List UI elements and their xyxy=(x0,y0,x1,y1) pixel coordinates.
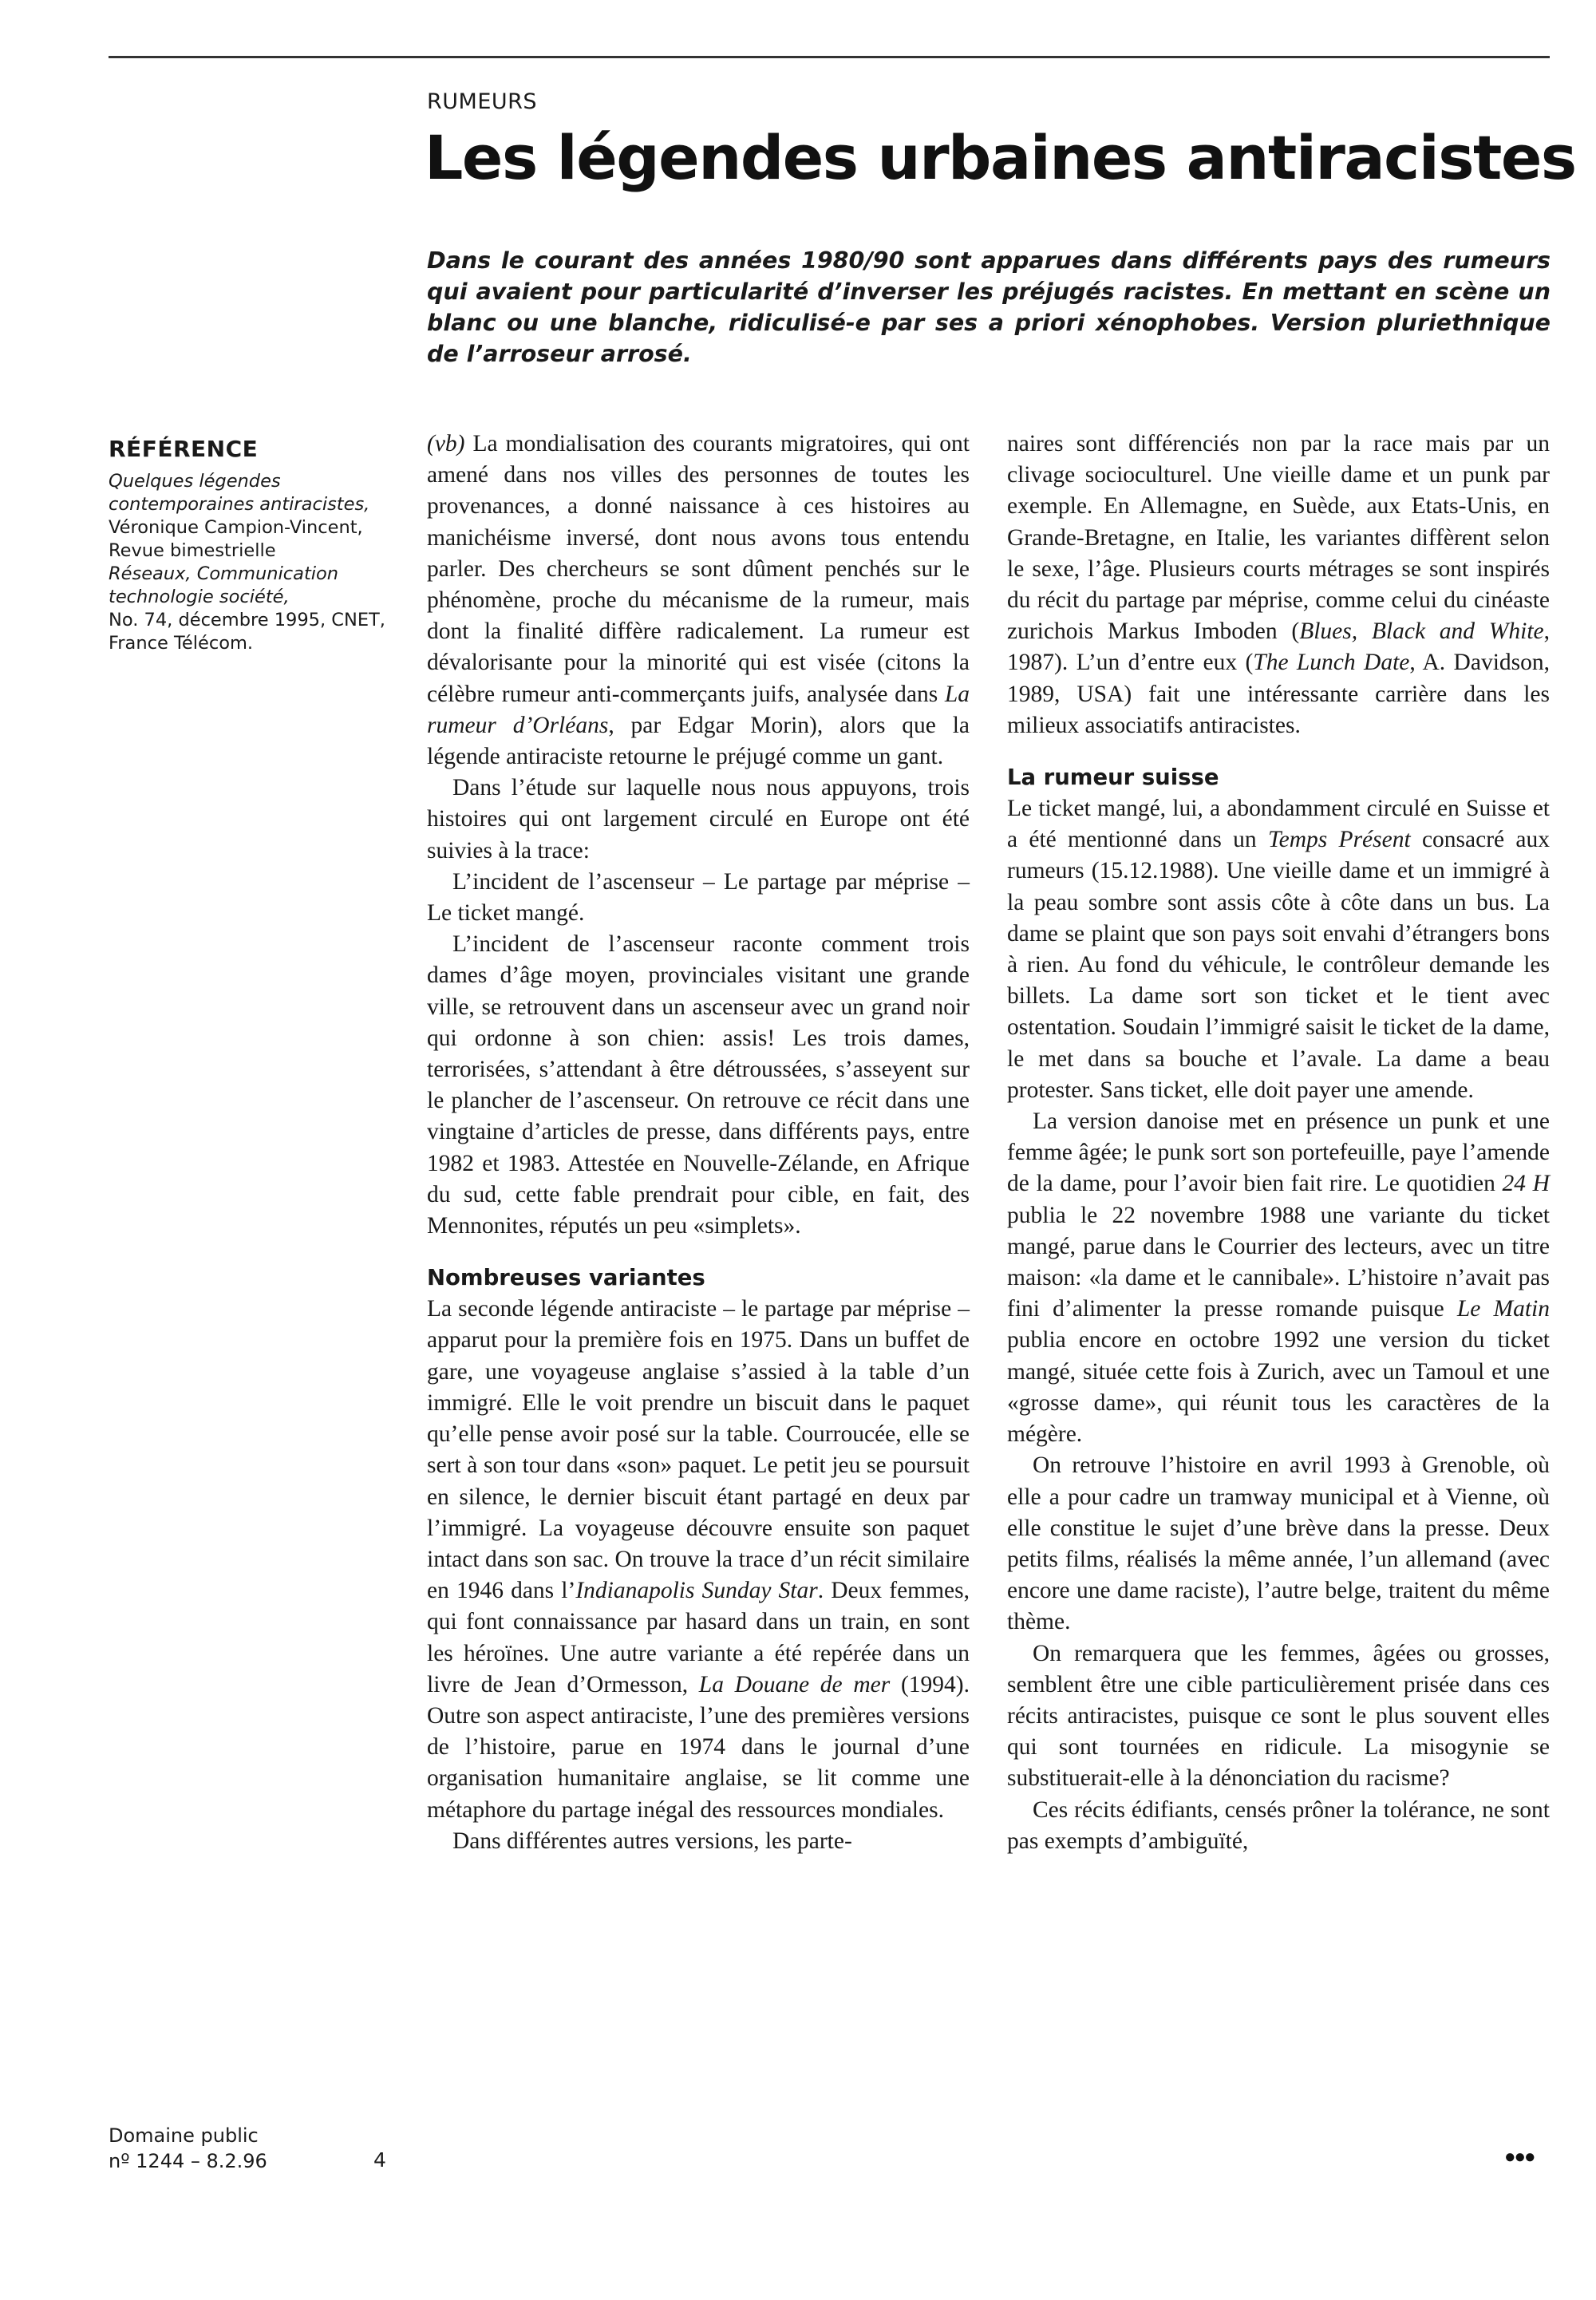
paragraph-text: naires sont différenciés non par la race mais par un clivage socioculturel. Une vieille dame et un punk par exemple. En Allemagne, en Suède, aux Etats-Unis, en Grande-Bretagne, en Italie, les variantes diffèrent selon le sexe, l’âge. Plusieurs courts métrages se sont inspirés du récit du partage par méprise, comme celui du cinéaste zurichois Markus Imboden ( xyxy=(1007,431,1550,645)
tv-show-title: Temps Présent xyxy=(1267,827,1411,853)
reference-author: Véronique Campion-Vincent, Revue bimestrielle xyxy=(109,517,363,561)
article-column-2 xyxy=(1007,429,1550,1857)
reference-details: No. 74, décembre 1995, CNET, France Télécom. xyxy=(109,610,385,654)
book-title: La rumeur d’Orléans xyxy=(427,681,970,738)
newspaper-title: Indianapolis Sunday Star xyxy=(575,1578,818,1604)
paragraph: La version danoise met en présence un punk et une femme âgée; le punk sort son portefeuille, paye l’amende de la dame, pour l’avoir bien fait rire. Le quotidien 24 H publia le 22 novembre 1988 une variante du ticket mangé, parue dans le Courrier des lecteurs, avec un titre maison: «la dame et le cannibale». L’histoire n’avait pas fini d’alimenter la presse romande puisque Le Matin publia encore en octobre 1992 une version du ticket mangé, située cette fois à Zurich, avec un Tamoul et une «grosse dame», qui réunit tous les caractères de la mégère. xyxy=(1007,1109,1550,1448)
paragraph-text: , A. Davidson, 1989, USA) fait une intéressante carrière dans les milieux associatifs antiracistes. xyxy=(1007,650,1550,738)
subheading: La rumeur suisse xyxy=(1007,765,1219,791)
paragraph: Ces récits édifiants, censés prôner la tolérance, ne sont pas exempts d’ambiguïté, xyxy=(1007,1796,1550,1854)
subheading: Nombreuses variantes xyxy=(427,1265,705,1291)
continued-marker: ●●● xyxy=(1504,2147,1535,2168)
paragraph: Dans différentes autres versions, les parte- xyxy=(452,1828,852,1854)
paragraph: On retrouve l’histoire en avril 1993 à Grenoble, où elle a pour cadre un tramway municipal et à Vienne, où elle constitue le sujet d’une brève dans la presse. Deux petits films, réalisés la même année, l’un allemand (avec encore une dame raciste), l’autre belge, traitent du même thème. xyxy=(1007,1452,1550,1635)
publication-name: Domaine public xyxy=(109,2124,259,2147)
paragraph: Dans l’étude sur laquelle nous nous appuyons, trois histoires qui ont largement circulé en Europe ont été suivies à la trace: xyxy=(427,775,970,863)
paragraph: L’incident de l’ascenseur – Le partage par méprise – Le ticket mangé. xyxy=(427,868,970,927)
reference-heading: RÉFÉRENCE xyxy=(109,436,259,462)
newspaper-title: Le Matin xyxy=(1456,1296,1550,1322)
paragraph: Le ticket mangé, lui, a abondamment circulé en Suisse et a été mentionné dans un Temps Présent consacré aux rumeurs (15.12.1988). Une vieille dame et un immigré à la peau sombre sont assis côte à côte dans un bus. La dame se plaint que son pays soit envahi d’étrangers bons à rien. Au fond du véhicule, le contrôleur demande les billets. La dame sort son ticket et le tient avec ostentation. Soudain l’immigré saisit le ticket de la dame, le met dans sa bouche et l’avale. La dame a beau protester. Sans ticket, elle doit payer une amende. xyxy=(1007,796,1550,1103)
paragraph: L’incident de l’ascenseur raconte comment trois dames d’âge moyen, provinciales visitant une grande ville, se retrouvent dans un ascenseur avec un grand noir qui ordonne à son chien: assis! Les trois dames, terrorisées, s’attendant à être détroussées, s’asseyent sur le plancher de l’ascenseur. On retrouve ce récit dans une vingtaine d’articles de presse, dans différents pays, entre 1982 et 1983. Attestée en Nouvelle-Zélande, en Afrique du sud, cette fable prendrait pour cible, en fait, des Mennonites, réputés un peu «simplets». xyxy=(427,931,970,1239)
newspaper-title: 24 H xyxy=(1502,1171,1550,1197)
reference-journal: Réseaux, Communication technologie société, xyxy=(109,563,339,607)
page-number: 4 xyxy=(373,2148,386,2172)
top-rule xyxy=(109,56,1550,58)
paragraph: (vb) La mondialisation des courants migratoires, qui ont amené dans nos villes des personnes de toutes les provenances, a donné naissance à ces histoires au manichéisme inversé, dont nous avons tous entendu parler. Des chercheurs se sont dûment penchés sur le phénomène, proche du mécanisme de la rumeur, mais dont la finalité diffère radicalement. La rumeur est dévalorisante pour la minorité qui est visée (citons la célèbre rumeur anti-commerçants juifs, analysée dans La rumeur d’Orléans, par Edgar Morin), alors que la légende antiraciste retourne le préjugé comme un gant. xyxy=(427,431,970,770)
section-kicker: RUMEURS xyxy=(427,89,538,114)
reference-citation xyxy=(109,470,388,655)
reference-sidebar xyxy=(109,437,388,655)
article-lead: Dans le courant des années 1980/90 sont apparues dans différents pays des rumeurs qui avaient pour particularité d’inverser les préjugés racistes. En mettant en scène un blanc ou une blanche, ridiculisé-e par ses a priori xénophobes. Version pluriethnique de l’arroseur arrosé. xyxy=(427,247,1551,367)
book-title: La Douane de mer xyxy=(698,1671,891,1697)
issue-info: nº 1244 – 8.2.96 xyxy=(109,2150,267,2172)
article-column-1 xyxy=(427,429,970,1857)
article-title: Les légendes urbaines antiracistes xyxy=(425,122,1576,193)
paragraph-continued xyxy=(1007,429,1550,741)
film-title: The Lunch Date xyxy=(1253,650,1410,676)
author-initials: (vb) xyxy=(427,431,465,456)
reference-title: Quelques légendes contemporaines antiracistes, xyxy=(109,471,370,515)
publication-footer xyxy=(109,2123,267,2174)
film-title: Blues, Black and White xyxy=(1299,618,1544,645)
paragraph: La seconde légende antiraciste – le partage par méprise – apparut pour la première fois en 1975. Dans un buffet de gare, une voyageuse anglaise s’assied à la table d’un immigré. Elle le voit prendre un biscuit dans le paquet qu’elle pense avoir posé sur la table. Courroucée, elle se sert à son tour dans «son» paquet. Le petit jeu se poursuit en silence, le dernier biscuit étant partagé en deux par l’immigré. La voyageuse découvre ensuite son paquet intact dans son sac. On trouve la trace d’un récit similaire en 1946 dans l’Indianapolis Sunday Star. Deux femmes, qui font connaissance par hasard dans un train, en sont les héroïnes. Une autre variante a été repérée dans un livre de Jean d’Ormesson, La Douane de mer (1994). Outre son aspect antiraciste, l’une des premières versions de l’histoire, parue en 1974 dans le journal d’une organisation humanitaire anglaise, se lit comme une métaphore du partage inégal des ressources mondiales. xyxy=(427,1296,970,1823)
paragraph-text: , 1987). L’un d’entre eux ( xyxy=(1007,618,1550,676)
paragraph: On remarquera que les femmes, âgées ou grosses, semblent être une cible particulièrement prisée dans ces récits antiracistes, puisque ce sont le plus souvent elles qui sont tournées en ridicule. La misogynie se substituerait-elle à la dénonciation du racisme? xyxy=(1007,1640,1550,1792)
